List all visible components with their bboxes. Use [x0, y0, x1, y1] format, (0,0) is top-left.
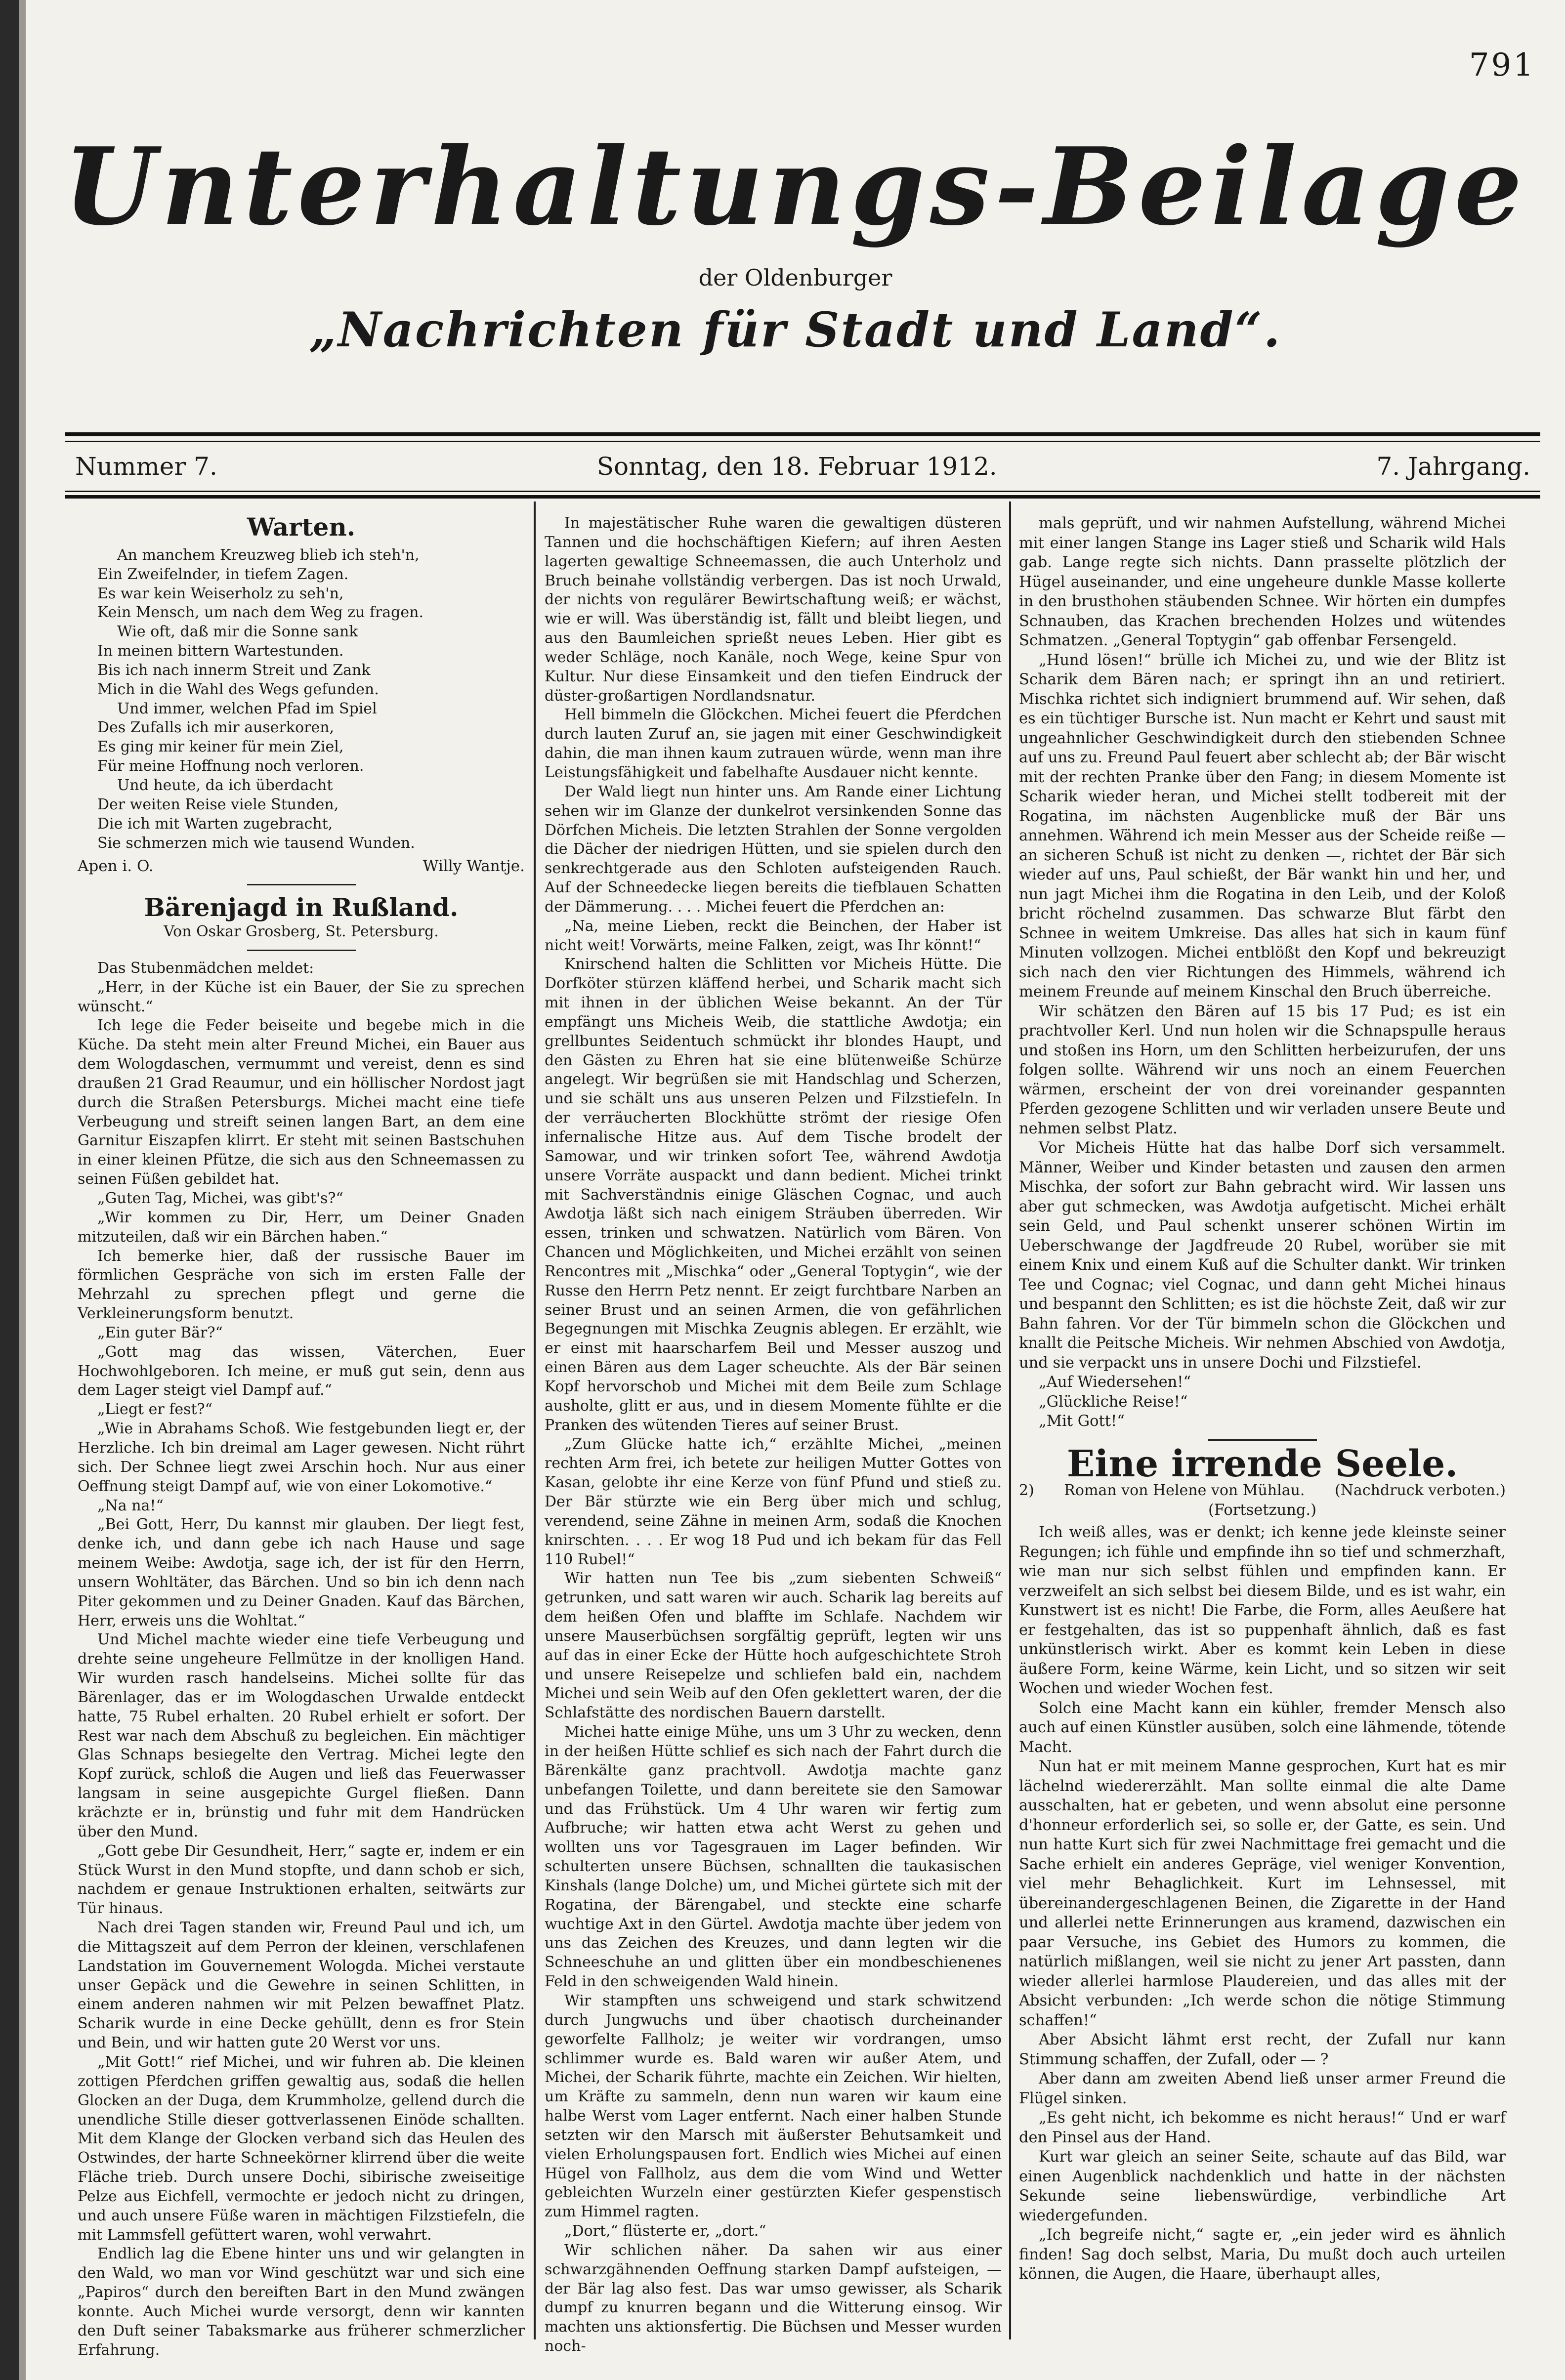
info-rule-thin: [65, 491, 1540, 492]
paragraph: „Wie in Abrahams Schoß. Wie festgebunden liegt er, der Herzliche. Ich bin dreimal am Lager gewesen. Nicht rührt sich. Der Schnee liegt zwei Arschin hoch. Nur aus einer Oeffnung steigt Dampf auf, wie von einer Lokomotive.“: [78, 1420, 525, 1495]
novel-number: 2): [1019, 1482, 1034, 1499]
paragraph: Aber dann am zweiten Abend ließ unser armer Freund die Flügel sinken.: [1019, 2070, 1506, 2107]
paragraph: „Hund lösen!“ brülle ich Michei zu, und wie der Blitz ist Scharik dem Bären nach; er springt ihn an und retiriert. Mischka richtet sich indigniert brummend auf. Wir sehen, daß es ein tüchtiger Bursche ist. Nun macht er Kehrt und saust mit ungeahnlicher Geschwindigkeit durch den stiebenden Schnee auf uns zu. Freund Paul feuert aber schlecht ab; der Bär wischt mit der rechten Pranke über den Fang; in diesem Momente ist Scharik wieder heran, und Michei stellt todbereit mit der Rogatina, im nächsten Augenblicke muß der Bär uns annehmen. Während ich mein Messer aus der Scheide reiße — an sicheren Schuß ist nicht zu denken —, richtet der Bär sich wieder auf uns, Paul schießt, der Bär wankt hin und her, und nun jagt Michei ihm die Rogatina in den Leib, und der Koloß bricht röchelnd zusammen. Das schwarze Blut färbt den Schnee in weitem Umkreise. Das alles hat sich in kaum fünf Minuten vollzogen. Michei entblößt den Kopf und bekreuzigt sich nach den vier Richtungen des Himmels, während ich meinem Freunde auf meinem Kinschal den Bruch überreiche.: [1019, 651, 1506, 1001]
paragraph: „Wir kommen zu Dir, Herr, um Deiner Gnaden mitzuteilen, daß wir ein Bärchen haben.“: [78, 1209, 525, 1246]
paragraph: Knirschend halten die Schlitten vor Micheis Hütte. Die Dorfköter stürzen kläffend herbei, und Scharik macht sich mit ihnen in der üblichen Weise bekannt. An der Tür empfängt uns Micheis Weib, die stattliche Awdotja; ein grellbuntes Seidentuch schmückt ihr blondes Haupt, und den Gästen zu Ehren hat sie eine blütenweiße Schürze angelegt. Wir begrüßen sie mit Handschlag und Scherzen, und sie schält uns aus unseren Pelzen und Filzstiefeln. In der verräucherten Blockhütte strömt der riesige Ofen infernalische Hitze aus. Auf dem Tische brodelt der Samowar, und wir trinken sofort Tee, während Awdotja unsere Vorräte auspackt und dann bedient. Michei trinkt mit Sachverständnis einige Gläschen Cognac, und auch Awdotja läßt sich nach einigem Sträuben überreden. Wir essen, trinken und schwatzen. Natürlich vom Bären. Von Chancen und Möglichkeiten, und Michei erzählt von seinen Rencontres mit „Mischka“ oder „General Toptygin“, wie der Russe den Herrn Petz nennt. Er zeigt furchtbare Narben an seiner Brust und an seinen Armen, die von gefährlichen Begegnungen mit Mischka Zeugnis ablegen. Er erzählt, wie er einst mit haarscharfem Beil und Messer auszog und einen Bären aus dem Lager scheuchte. Als der Bär seinen Kopf hervorschob und Michei mit dem Beile zum Schlage ausholte, glitt er aus, und in diesem Momente fühlte er die Pranken des wütenden Tieres auf seiner Brust.: [545, 956, 1002, 1434]
paragraph: Wir schlichen näher. Da sahen wir aus einer schwarzgähnenden Oeffnung starken Dampf aufsteigen, — der Bär lag also fest. Das war umso gewisser, als Scharik dumpf zu knurren begann und die Witterung einsog. Wir machten uns aktionsfertig. Die Büchsen und Messer wurden noch-: [545, 2241, 1002, 2355]
paragraph: „Bei Gott, Herr, Du kannst mir glauben. Der liegt fest, denke ich, und dann gebe ich nach Hause und sage meinem Weibe: Awdotja, sage ich, der ist für den Herrn, unsern Wohltäter, das Bärchen. Und so bin ich denn nach Piter gekommen und zu Deiner Gnaden. Kauf das Bärchen, Herr, erweis uns die Wohltat.“: [78, 1516, 525, 1629]
poem-place: Apen i. O.: [78, 857, 154, 876]
masthead-der: der Oldenburger: [698, 264, 892, 291]
paragraph: Ich bemerke hier, daß der russische Bauer im förmlichen Gespräche von sich im ersten Falle der Mehrzahl zu sprechen pflegt und gerne die Verkleinerungsform benutzt.: [78, 1247, 525, 1323]
scan-border-light: [19, 0, 26, 2380]
top-rule-thick: [65, 432, 1540, 436]
paragraph: „Liegt er fest?“: [97, 1401, 212, 1419]
column-divider-2: [1009, 501, 1011, 2339]
paragraph: Nach drei Tagen standen wir, Freund Paul und ich, um die Mittagszeit auf dem Perron der kleinen, verschlafenen Landstation im Gouvernement Wologda. Michei verstaute unser Gepäck und die Gewehre in seinen Schlitten, in einem anderen nahmen wir mit Pelzen bewaffnet Platz. Scharik wurde in eine Decke gehüllt, denn es fror Stein und Bein, und wir hatten gute 20 Werst vor uns.: [78, 1919, 525, 2052]
poem-body: [78, 546, 525, 853]
poem-stanza: Und immer, welchen Pfad im Spiel Des Zufalls ich mir auserkoren, Es ging mir keiner für mein Ziel, Für meine Hoffnung noch verloren.: [97, 700, 377, 775]
issue-info-bar: [75, 452, 1530, 481]
paragraph: „Na na!“: [97, 1497, 164, 1514]
paragraph: „Herr, in der Küche ist ein Bauer, der Sie zu sprechen wünscht.“: [78, 978, 525, 1015]
section-divider-2: [1208, 1439, 1317, 1441]
paragraph: Und Michel machte wieder eine tiefe Verbeugung und drehte seine ungeheure Fellmütze in der knolligen Hand. Wir wurden rasch handelseins. Michei sollte für das Bärenlager, das er im Wologdaschen Urwalde entdeckt hatte, 75 Rubel erhalten. 20 Rubel erhielt er sofort. Der Rest war nach dem Abschuß zu begleichen. Ein mächtiger Glas Schnaps besiegelte den Vertrag. Michei legte den Kopf zurück, schloß die Augen und ließ das Feuerwasser langsam in seine ausgepichte Gurgel fließen. Dann krächzte er in, brünstig und fuhr mit dem Handrücken über den Mund.: [78, 1631, 525, 1840]
novel-note: (Nachdruck verboten.): [1334, 1482, 1506, 1499]
poem-signature: [78, 857, 525, 876]
paragraph: Michei hatte einige Mühe, uns um 3 Uhr zu wecken, denn in der heißen Hütte schlief es sich nach der Fahrt durch die Bärenkälte ganz prachtvoll. Awdotja machte ganz unbefangen Toilette, und dann bereitete sie den Samowar und das Frühstück. Um 4 Uhr waren wir fertig zum Aufbruche; wir hatten etwa acht Werst zu gehen und wollten uns vor Tagesgrauen im Lager befinden. Wir schulterten unsere Büchsen, schnallten die taukasischen Kinshals (lange Dolche) um, und Michei gürtete sich mit der Rogatina, der Bärengabel, und steckte eine scharfe wuchtige Axt in den Gürtel. Awdotja machte über jedem von uns das Zeichen des Kreuzes, und dann legten wir die Schneeschuhe an und glitten über ein mondbeschienenes Feld in den schweigenden Wald hinein.: [545, 1723, 1002, 1991]
paragraph: Wir stampften uns schweigend und stark schwitzend durch Jungwuchs und über chaotisch durcheinander geworfelte Fallholz; je weiter wir vordrangen, umso schlimmer wurde es. Bald waren wir außer Atem, und Michei, der Scharik führte, machte ein Zeichen. Wir hielten, um Kräfte zu sammeln, denn nun waren wir kaum eine halbe Werst vom Lager entfernt. Nach einer halben Stunde setzten wir den Marsch mit äußerster Behutsamkeit und vielen Erholungspausen fort. Endlich wies Michei auf einen Hügel von Fallholz, aus dem die vom Wind und Wetter gebleichten Wurzeln einer gestürzten Kiefer gespenstisch zum Himmel ragten.: [545, 1992, 1002, 2221]
column-divider-1: [534, 501, 536, 2339]
paragraph: Vor Micheis Hütte hat das halbe Dorf sich versammelt. Männer, Weiber und Kinder betasten und zausen den armen Mischka, der sofort zur Bahn gebracht wird. Wir lassen uns aber gut schmecken, was Awdotja aufgetischt. Michei erhält sein Geld, und Paul schenkt unserer schönen Wirtin im Ueberschwange der Jagdfreude 20 Rubel, worüber sie mit einem Knix und einem Kuß auf die Schulter dankt. Wir trinken Tee und Cognac; viel Cognac, und dann geht Michei hinaus und bespannt den Schlitten; es ist die höchste Zeit, daß wir zur Bahn fahren. Vor der Tür bimmeln schon die Glöckchen und knallt die Peitsche Micheis. Wir nehmen Abschied von Awdotja, und sie verpackt uns in unsere Dochi und Filzstiefel.: [1019, 1139, 1506, 1372]
paragraph: „Zum Glücke hatte ich,“ erzählte Michei, „meinen rechten Arm frei, ich betete zur heiligen Mutter Gottes von Kasan, gelobte ihr eine Kerze von fünf Pfund und stieß zu. Der Bär stürzte wie ein Berg über mich und schlug, verendend, seine Zähne in meinen Arm, sodaß die Knochen knirschten. . . . Er wog 18 Pud und ich bekam für das Fell 110 Rubel!“: [545, 1435, 1002, 1568]
paragraph: mals geprüft, und wir nahmen Aufstellung, während Michei mit einer langen Stange ins Lager stieß und Scharik wild Hals gab. Lange regte sich nichts. Dann prasselte plötzlich der Hügel auseinander, und eine ungeheure dunkle Masse kollerte in den brusthohen stäubenden Schnee. Wir hörten ein dumpfes Schnauben, das Krachen brechenden Holzes und wütendes Schmatzen. „General Toptygin“ gab offenbar Fersengeld.: [1019, 515, 1506, 649]
info-rule-thick: [65, 495, 1540, 499]
issue-volume: 7. Jahrgang.: [1376, 452, 1530, 481]
paragraph: Wir schätzen den Bären auf 15 bis 17 Pud; es ist ein prachtvoller Kerl. Und nun holen wir die Schnapspulle heraus und stoßen ins Horn, um den Schlitten herbeizurufen, der uns folgen sollte. Während wir uns noch an einem Feuerchen wärmen, erscheint der von drei voreinander gespannten Pferden gezogene Schlitten und wir verladen unsere Beute und nehmen selbst Platz.: [1019, 1002, 1506, 1137]
story-byline: Von Oskar Grosberg, St. Petersburg.: [164, 923, 439, 941]
column-2: [545, 514, 1002, 2356]
novel-byline: Roman von Helene von Mühlau.: [1064, 1482, 1305, 1499]
column-1: [78, 514, 525, 2360]
story-text: [78, 959, 525, 2360]
masthead-title: Unterhaltungs-Beilage: [63, 124, 1527, 249]
paragraph: „Gott mag das wissen, Väterchen, Euer Hochwohlgeboren. Ich meine, er muß gut sein, denn aus dem Lager steigt viel Dampf auf.“: [78, 1343, 525, 1399]
top-rule-thin: [65, 441, 1540, 442]
paragraph: „Na, meine Lieben, reckt die Beinchen, der Haber ist nicht weit! Vorwärts, meine Falken, zeigt, was Ihr könnt!“: [545, 917, 1002, 954]
section-divider: [247, 884, 356, 885]
paragraph: „Ich begreife nicht,“ sagte er, „ein jeder wird es ähnlich finden! Sag doch selbst, Maria, Du mußt doch auch urteilen können, die Augen, die Haare, überhaupt alles,: [1019, 2226, 1506, 2283]
issue-number: Nummer 7.: [75, 452, 217, 481]
story-text-conclusion: [1019, 514, 1506, 1431]
paragraph: „Mit Gott!“ rief Michei, und wir fuhren ab. Die kleinen zottigen Pferdchen griffen gewaltig aus, sodaß die hellen Glocken an der Duga, dem Krummholze, gellend durch die unendliche Stille dieser gottverlassenen Einöde schallten. Mit dem Klange der Glocken verband sich das Heulen des Ostwindes, der harte Schneekörner klirrend über die weite Fläche trieb. Durch unsere Dochi, sibirische zweiseitige Pelze aus Eichfell, vermochte er jedoch nicht zu dringen, und auch unsere Füße waren in mächtigen Filzstiefeln, die mit Lammsfell gefüttert waren, wohl verwahrt.: [78, 2053, 525, 2244]
paragraph: „Auf Wiedersehen!“: [1039, 1374, 1191, 1391]
paragraph: „Dort,“ flüsterte er, „dort.“: [564, 2222, 766, 2240]
paragraph: „Glückliche Reise!“: [1039, 1393, 1188, 1411]
story-title: Bärenjagd in Rußland.: [144, 893, 459, 922]
novel-text: [1019, 1523, 1506, 2284]
paragraph: „Guten Tag, Michei, was gibt's?“: [97, 1190, 343, 1207]
issue-date: Sonntag, den 18. Februar 1912.: [596, 452, 997, 481]
paragraph: Aber Absicht lähmt erst recht, der Zufall nur kann Stimmung schaffen, der Zufall, oder — ?: [1019, 2031, 1506, 2068]
paragraph: Ich weiß alles, was er denkt; ich kenne jede kleinste seiner Regungen; ich fühle und empfinde ihn so tief und schmerzhaft, wie man nur sich selbst fühlen und empfinden kann. Er verzweifelt an sich selbst bei diesem Bilde, und es ist wahr, ein Kunstwert ist es nicht! Die Farbe, die Form, alles Aeußere hat er festgehalten, das ist so puppenhaft ähnlich, daß es fast unkünstlerisch wirkt. Aber es kommt kein Leben in diese äußere Form, keine Wärme, kein Licht, und so sitzen wir seit Wochen und wieder Wochen fest.: [1019, 1524, 1506, 1697]
paragraph: Ich lege die Feder beiseite und begebe mich in die Küche. Da steht mein alter Freund Michei, ein Bauer aus dem Wologdaschen, vermummt und vereist, denn es sind draußen 21 Grad Reaumur, und ein höllischer Nordost jagt durch die Straßen Petersburgs. Michei macht eine tiefe Verbeugung und streift seinen langen Bart, an dem eine Garnitur Eiszapfen klirrt. Er steht mit seinen Bastschuhen in einer kleinen Pfütze, die sich aus den Schneemassen zu seinen Füßen gebildet hat.: [78, 1017, 525, 1188]
story-text-continued: [545, 514, 1002, 2356]
novel-header: [1019, 1481, 1506, 1501]
scan-border-dark: [0, 0, 19, 2380]
paragraph: Solch eine Macht kann ein kühler, fremder Mensch also auch auf einen Künstler ausüben, solch eine lähmende, tötende Macht.: [1019, 1699, 1506, 1756]
paragraph: „Ein guter Bär?“: [97, 1324, 223, 1341]
novel-continuation: (Fortsetzung.): [1208, 1501, 1317, 1519]
paragraph: Endlich lag die Ebene hinter uns und wir gelangten in den Wald, wo man vor Wind geschützt war und sich eine „Papiros“ durch den bereiften Bart in den Mund zwängen konnte. Auch Michei wurde versorgt, denn wir kannten den Duft seiner Tabaksmarke aus früherer schmerzlicher Erfahrung.: [78, 2245, 525, 2359]
paragraph: „Es geht nicht, ich bekomme es nicht heraus!“ Und er warf den Pinsel aus der Hand.: [1019, 2109, 1506, 2146]
poem-stanza: Wie oft, daß mir die Sonne sank In meinen bittern Wartestunden. Bis ich nach innerm Streit und Zank Mich in die Wahl des Wegs gefunden.: [97, 623, 379, 698]
poem-title: Warten.: [247, 512, 356, 542]
newspaper-page: [26, 0, 1565, 2380]
paragraph: „Mit Gott!“: [1039, 1413, 1125, 1430]
paragraph: „Gott gebe Dir Gesundheit, Herr,“ sagte er, indem er ein Stück Wurst in den Mund stopfte, und dann schob er sich, nachdem er genaue Instruktionen erhalten, seitwärts zur Tür hinaus.: [78, 1842, 525, 1918]
masthead-subtitle: „Nachrichten für Stadt und Land“.: [309, 302, 1282, 358]
paragraph: Hell bimmeln die Glöckchen. Michei feuert die Pferdchen durch lauten Zuruf an, sie jagen mit einer Geschwindigkeit dahin, die man ihnen kaum zutrauen würde, wenn man ihre Leistungsfähigkeit und fabelhafte Ausdauer nicht kennte.: [545, 706, 1002, 781]
paragraph: Das Stubenmädchen meldet:: [97, 959, 314, 977]
paragraph: Nun hat er mit meinem Manne gesprochen, Kurt hat es mir lächelnd wiedererzählt. Man sollte einmal die alte Dame ausschalten, hat er gebeten, und wenn absolut eine personne d'honneur erforderlich sei, so solle er, der Gatte, es sein. Und nun hatte Kurt sich für zwei Nachmittage frei gemacht und die Sache erhielt ein anderes Gepräge, viel weniger Konvention, viel mehr Behaglichkeit. Kurt im Lehnsessel, mit übereinandergeschlagenen Beinen, die Zigarette in der Hand und allerlei nette Erinnerungen aus kramend, dazwischen ein paar Versuche, ins Gebiet des Humors zu kommen, die natürlich mißlangen, weil sie nicht zu jener Art passten, dann wieder allerlei harmlose Plaudereien, und das alles mit der Absicht verbunden: „Ich werde schon die nötige Stimmung schaffen!“: [1019, 1758, 1506, 2029]
byline-divider: [247, 950, 356, 951]
poem-author: Willy Wantje.: [423, 857, 525, 876]
masthead: [26, 124, 1565, 358]
paragraph: In majestätischer Ruhe waren die gewaltigen düsteren Tannen und die hochschäftigen Kiefern; auf ihren Aesten lagerten gewaltige Schneemassen, die auch Unterholz und Bruch beinahe vollständig verbergen. Das ist noch Urwald, der nichts von regulärer Bewirtschaftung weiß; er wächst, wie er will. Was überständig ist, fällt und bleibt liegen, und aus den Baumleichen sprießt neues Leben. Hier gibt es weder Schläge, noch Kanäle, noch Wege, keine Spur von Kultur. Nur diese Einsamkeit und den tiefen Eindruck der düster-großartigen Nordlandsnatur.: [545, 514, 1002, 705]
paragraph: Wir hatten nun Tee bis „zum siebenten Schweiß“ getrunken, und satt waren wir auch. Scharik lag bereits auf dem heißen Ofen und blaffte im Schlafe. Nachdem wir unsere Mauserbüchsen sorgfältig geprüft, legten wir uns auf das in einer Ecke der Hütte hoch aufgeschichtete Stroh und unsere Reisepelze und schliefen bald ein, nachdem Michei und sein Weib auf den Ofen geklettert waren, der die Schlafstätte des nordischen Bauern darstellt.: [545, 1570, 1002, 1722]
poem-stanza: An manchem Kreuzweg blieb ich steh'n, Ein Zweifelnder, in tiefem Zagen. Es war kein Weiserholz zu seh'n, Kein Mensch, um nach dem Weg zu fragen.: [97, 546, 423, 622]
poem-stanza: Und heute, da ich überdacht Der weiten Reise viele Stunden, Die ich mit Warten zugebracht, Sie schmerzen mich wie tausend Wunden.: [97, 776, 415, 852]
page-number: 791: [1469, 47, 1535, 84]
novel-title: Eine irrende Seele.: [1066, 1442, 1458, 1485]
column-3: [1019, 514, 1506, 2284]
paragraph: Der Wald liegt nun hinter uns. Am Rande einer Lichtung sehen wir im Glanze der dunkelrot versinkenden Sonne das Dörfchen Micheis. Die letzten Strahlen der Sonne vergolden die Dächer der niedrigen Hütten, und sie spielen durch den senkrechtgerade aus den Schloten aufsteigenden Rauch. Auf der Schneedecke liegen bereits die tiefblauen Schatten der Dämmerung. . . . Michei feuert die Pferdchen an:: [545, 783, 1002, 916]
paragraph: Kurt war gleich an seiner Seite, schaute auf das Bild, war einen Augenblick nachdenklich und hatte in der nächsten Sekunde seine liebenswürdige, verbindliche Art wiedergefunden.: [1019, 2148, 1506, 2224]
